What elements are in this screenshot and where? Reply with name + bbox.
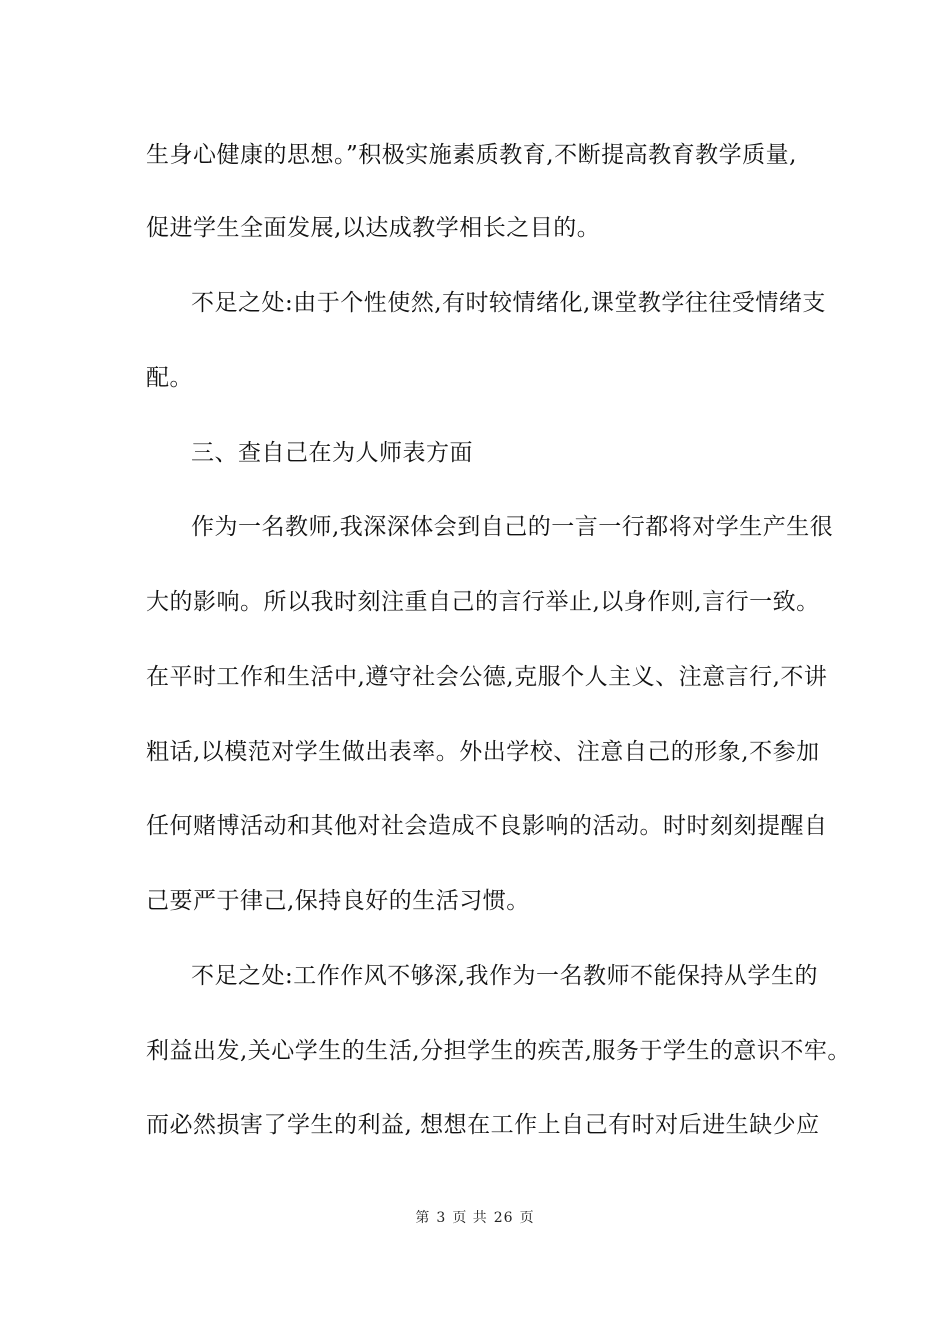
paragraph-line: 在平时工作和生活中,遵守社会公德,克服个人主义、注意言行,不讲 [146, 664, 828, 690]
footer-total-pages: 26 [493, 1210, 514, 1226]
paragraph-line: 利益出发,关心学生的生活,分担学生的疾苦,服务于学生的意识不牢。 [146, 1038, 851, 1064]
footer-page-suffix: 页 [519, 1210, 535, 1226]
paragraph-line: 任何赌博活动和其他对社会造成不良影响的活动。时时刻刻提醒自 [146, 813, 828, 839]
paragraph-line: 己要严于律己,保持良好的生活习惯。 [146, 888, 530, 914]
paragraph-line: 不足之处:工作作风不够深,我作为一名教师不能保持从学生的 [191, 963, 819, 989]
paragraph-line: 大的影响。所以我时刻注重自己的言行举止,以身作则,言行一致。 [146, 589, 820, 615]
section-heading: 三、查自己在为人师表方面 [191, 440, 473, 466]
page-footer [0, 1208, 950, 1228]
footer-current-page: 3 [436, 1210, 447, 1226]
paragraph-line: 配。 [146, 365, 193, 391]
footer-page-prefix: 第 [415, 1210, 431, 1226]
footer-page-mid: 页 共 [452, 1210, 488, 1226]
paragraph-line: 不足之处:由于个性使然,有时较情绪化,课堂教学往往受情绪支 [191, 290, 826, 316]
paragraph-line: 而必然损害了学生的利益, 想想在工作上自己有时对后进生缺少应 [146, 1112, 820, 1138]
paragraph-line: 促进学生全面发展,以达成教学相长之目的。 [146, 215, 601, 241]
paragraph-line: 粗话,以模范对学生做出表率。外出学校、注意自己的形象,不参加 [146, 739, 820, 765]
paragraph-line: 生身心健康的思想。”积极实施素质教育,不断提高教育教学质量, [146, 142, 797, 168]
paragraph-line: 作为一名教师,我深深体会到自己的一言一行都将对学生产生很 [191, 514, 834, 540]
